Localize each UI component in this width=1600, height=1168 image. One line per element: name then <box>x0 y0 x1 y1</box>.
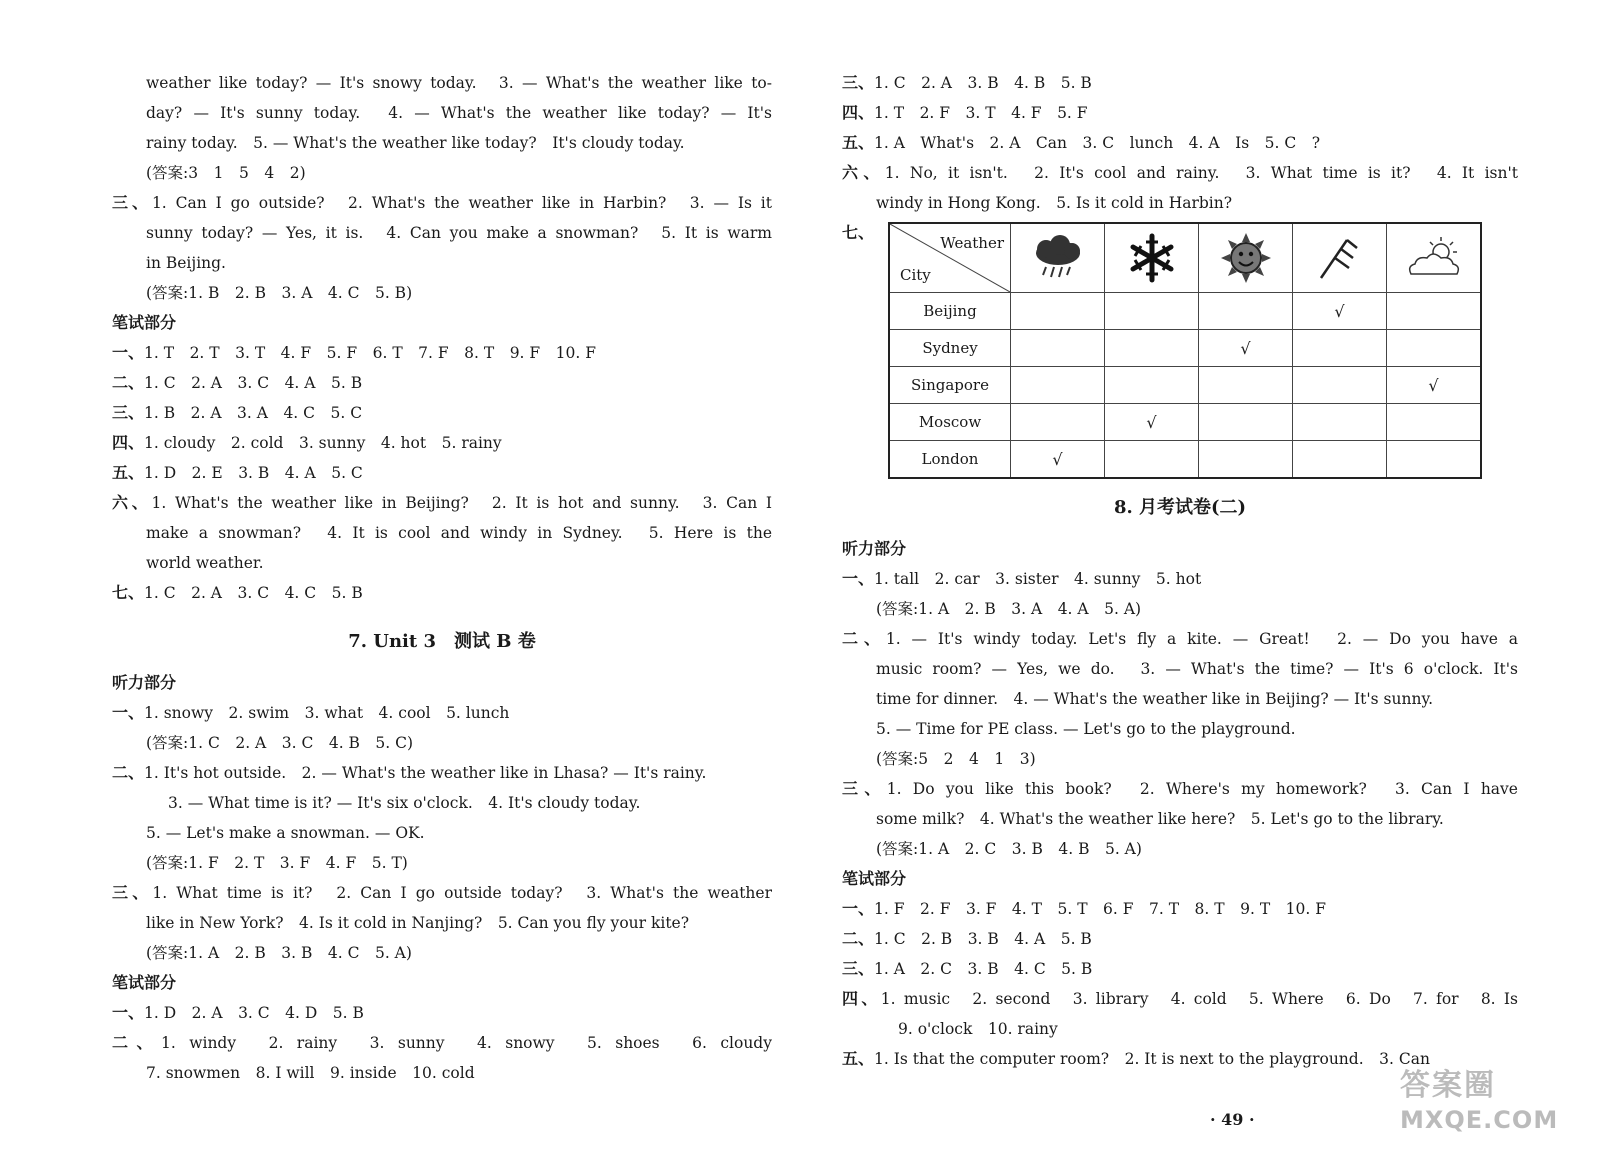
text-line: like in New York? 4. Is it cold in Nanjing? 5. Can you fly your kite? <box>146 914 690 932</box>
text-line: some milk? 4. What's the weather like here? 5. Let's go to the library. <box>876 810 1444 828</box>
table-cell <box>1199 330 1293 367</box>
section-heading: 听力部分 <box>842 539 907 558</box>
table-cell <box>1293 293 1387 330</box>
table-cell <box>1387 367 1482 404</box>
question-san: 三、1. Can I go outside? 2. What's the weather like in Harbin? 3. — Is it <box>112 193 772 212</box>
table-cell <box>1199 293 1293 330</box>
city-cell: Sydney <box>889 330 1011 367</box>
cloudy-icon <box>1403 234 1465 282</box>
text-line: 5. — Time for PE class. — Let's go to the playground. <box>876 720 1296 738</box>
table-cell <box>1011 330 1105 367</box>
answer-line: (答案:1. B 2. B 3. A 4. C 5. B) <box>146 284 413 302</box>
weather-table-block <box>842 218 1518 488</box>
table-cell <box>1011 404 1105 441</box>
answer-row: 四、1. T 2. F 3. T 4. F 5. F <box>842 103 1088 122</box>
text-line: in Beijing. <box>146 254 226 272</box>
wind-icon <box>1315 234 1365 282</box>
answer-row: 五、1. D 2. E 3. B 4. A 5. C <box>112 463 363 482</box>
table-cell <box>1199 441 1293 479</box>
check-mark: √ <box>1052 449 1063 469</box>
answer-row: 一、1. snowy 2. swim 3. what 4. cool 5. lunch <box>112 703 510 722</box>
answer-line: (答案:1. A 2. B 3. A 4. A 5. A) <box>876 600 1142 618</box>
section-heading: 笔试部分 <box>112 973 177 992</box>
text-line: weather like today? — It's snowy today. 3. — What's the weather like to- <box>146 74 772 92</box>
check-mark: √ <box>1146 412 1157 432</box>
question-er: 二、1. — It's windy today. Let's fly a kite. — Great! 2. — Do you have a <box>842 629 1518 648</box>
table-row <box>889 404 1481 441</box>
snowflake-icon <box>1126 232 1178 284</box>
section-heading: 笔试部分 <box>842 869 907 888</box>
text-line: 3. — What time is it? — It's six o'clock. 4. It's cloudy today. <box>168 794 641 812</box>
question-er: 二、1. windy 2. rainy 3. sunny 4. snowy 5. shoes 6. cloudy <box>112 1033 772 1052</box>
header-cell-snow <box>1105 223 1199 293</box>
answer-row: 三、1. C 2. A 3. B 4. B 5. B <box>842 73 1092 92</box>
table-cell <box>1011 367 1105 404</box>
table-cell <box>1199 367 1293 404</box>
sun-icon <box>1220 232 1272 284</box>
city-cell: Singapore <box>889 367 1011 404</box>
table-cell <box>1199 404 1293 441</box>
question-san: 三、1. What time is it? 2. Can I go outside today? 3. What's the weather <box>112 883 772 902</box>
table-cell <box>1011 293 1105 330</box>
question-liu: 六、1. No, it isn't. 2. It's cool and rainy. 3. What time is it? 4. It isn't <box>842 163 1518 182</box>
text-line: sunny today? — Yes, it is. 4. Can you make a snowman? 5. It is warm <box>146 224 772 242</box>
table-cell <box>1387 293 1482 330</box>
weather-table <box>888 222 1482 479</box>
diagonal-header-cell <box>889 223 1011 293</box>
table-cell <box>1105 367 1199 404</box>
table-cell <box>1105 330 1199 367</box>
answer-row: 一、1. F 2. F 3. F 4. T 5. T 6. F 7. T 8. T 9. T 10. F <box>842 899 1326 918</box>
answer-row: 三、1. B 2. A 3. A 4. C 5. C <box>112 403 363 422</box>
city-cell: Moscow <box>889 404 1011 441</box>
table-cell <box>1387 330 1482 367</box>
text-line: day? — It's sunny today. 4. — What's the weather like today? — It's <box>146 104 772 122</box>
question-liu: 六、1. What's the weather like in Beijing? 2. It is hot and sunny. 3. Can I <box>112 493 772 512</box>
header-cell-sun <box>1199 223 1293 293</box>
rain-cloud-icon <box>1030 235 1086 281</box>
left-column <box>112 68 772 1088</box>
text-line: music room? — Yes, we do. 3. — What's the time? — It's 6 o'clock. It's <box>876 660 1518 678</box>
watermark <box>1400 1060 1558 1134</box>
table-cell <box>1105 293 1199 330</box>
answer-row: 四、1. cloudy 2. cold 3. sunny 4. hot 5. rainy <box>112 433 502 452</box>
section-heading: 笔试部分 <box>112 313 177 332</box>
table-cell <box>1293 404 1387 441</box>
check-mark: √ <box>1240 338 1251 358</box>
text-line: time for dinner. 4. — What's the weather like in Beijing? — It's sunny. <box>876 690 1434 708</box>
text-line: world weather. <box>146 554 264 572</box>
table-cell <box>1293 367 1387 404</box>
answer-row: 一、1. D 2. A 3. C 4. D 5. B <box>112 1003 364 1022</box>
table-cell <box>1387 404 1482 441</box>
table-cell <box>1293 330 1387 367</box>
answer-row: 五、1. Is that the computer room? 2. It is next to the playground. 3. Can <box>842 1049 1430 1068</box>
header-cell-rain <box>1011 223 1105 293</box>
header-cell-cloudy <box>1387 223 1482 293</box>
unit-title: 7. Unit 3 测试 B 卷 <box>348 631 536 652</box>
city-cell: Beijing <box>889 293 1011 330</box>
answer-line: (答案:1. F 2. T 3. F 4. F 5. T) <box>146 854 408 872</box>
answer-row: 五、1. A What's 2. A Can 3. C lunch 4. A Is 5. C ? <box>842 133 1321 152</box>
exam-title: 8. 月考试卷(二) <box>1113 497 1247 518</box>
table-cell <box>1011 441 1105 479</box>
right-column <box>842 68 1518 1074</box>
answer-row: 二、1. C 2. B 3. B 4. A 5. B <box>842 929 1092 948</box>
section-heading: 听力部分 <box>112 673 177 692</box>
weather-header-label: Weather <box>940 234 1004 252</box>
check-mark: √ <box>1334 301 1345 321</box>
question-san: 三、1. Do you like this book? 2. Where's my homework? 3. Can I have <box>842 779 1518 798</box>
table-cell <box>1105 404 1199 441</box>
text-line: windy in Hong Kong. 5. Is it cold in Harbin? <box>876 194 1233 212</box>
table-row <box>889 367 1481 404</box>
answer-row: 二、1. C 2. A 3. C 4. A 5. B <box>112 373 363 392</box>
question-qi-label: 七、 <box>842 223 875 242</box>
table-cell <box>1105 441 1199 479</box>
answer-row: 三、1. A 2. C 3. B 4. C 5. B <box>842 959 1093 978</box>
table-row <box>889 330 1481 367</box>
text-line: rainy today. 5. — What's the weather like today? It's cloudy today. <box>146 134 685 152</box>
table-header-row <box>889 223 1481 293</box>
text-line: make a snowman? 4. It is cool and windy in Sydney. 5. Here is the <box>146 524 772 542</box>
table-row <box>889 441 1481 479</box>
answer-line: (答案:1. A 2. C 3. B 4. B 5. A) <box>876 840 1142 858</box>
city-cell: London <box>889 441 1011 479</box>
answer-line: (答案:1. C 2. A 3. C 4. B 5. C) <box>146 734 414 752</box>
answer-line: (答案:3 1 5 4 2) <box>146 164 306 182</box>
text-line: 9. o'clock 10. rainy <box>898 1020 1058 1038</box>
answer-row: 一、1. tall 2. car 3. sister 4. sunny 5. hot <box>842 569 1202 588</box>
city-header-label: City <box>900 266 931 284</box>
answer-row: 七、1. C 2. A 3. C 4. C 5. B <box>112 583 363 602</box>
check-mark: √ <box>1428 375 1439 395</box>
page-number: · 49 · <box>1210 1110 1255 1129</box>
answer-line: (答案:1. A 2. B 3. B 4. C 5. A) <box>146 944 412 962</box>
answer-line: (答案:5 2 4 1 3) <box>876 750 1036 768</box>
text-line: 5. — Let's make a snowman. — OK. <box>146 824 425 842</box>
table-row <box>889 293 1481 330</box>
question-er: 二、1. It's hot outside. 2. — What's the weather like in Lhasa? — It's rainy. <box>112 763 707 782</box>
watermark-url: MXQE.COM <box>1400 1106 1559 1134</box>
text-line: 7. snowmen 8. I will 9. inside 10. cold <box>146 1064 475 1082</box>
header-cell-wind <box>1293 223 1387 293</box>
table-cell <box>1293 441 1387 479</box>
answer-row: 一、1. T 2. T 3. T 4. F 5. F 6. T 7. F 8. T 9. F 10. F <box>112 343 596 362</box>
question-si: 四、1. music 2. second 3. library 4. cold 5. Where 6. Do 7. for 8. Is <box>842 989 1518 1008</box>
table-cell <box>1387 441 1482 479</box>
watermark-logo-text: 答案圈 <box>1400 1068 1496 1103</box>
